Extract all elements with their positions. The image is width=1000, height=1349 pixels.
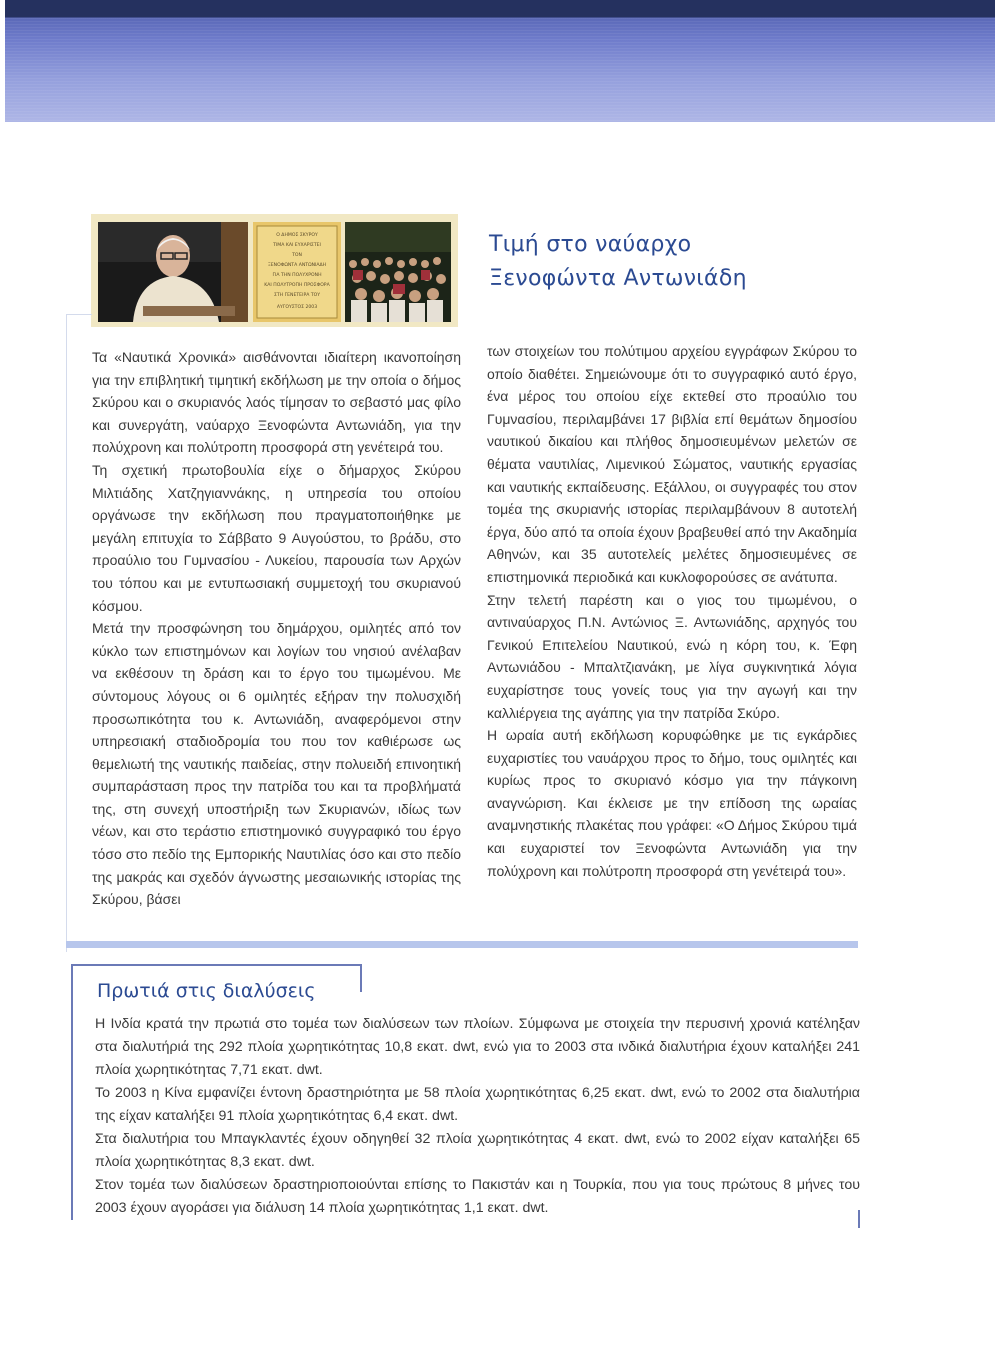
article-paragraph: Τη σχετική πρωτοβουλία είχε ο δήμαρχος Σκύρου Μιλτιάδης Χατζηγιαννάκης, η υπηρεσία του οποίου οργάνωσε την εκδήλωση που πραγματοποιήθηκε με μεγάλη επιτυχία το Σάββατο 9 Αυγούστου, το βράδυ, στο προαύλιο του Γυμνασίου - Λυκείου, παρουσία των Αρχών του τόπου και με εντυπωσιακή συμμετοχή του σκυριανού κόσμου. [92,461,461,614]
plaque-line: ΞΕΝΟΦΩΝΤΑ ΑΝΤΩΝΙΑΔΗ [267,263,327,268]
article-title-line2: Ξενοφώντα Αντωνιάδη [489,266,747,291]
article-right-column [487,340,857,882]
column-rule-top [66,314,92,315]
column-rule-left [66,314,67,952]
box-paragraph: Στα διαλυτήρια του Μπαγκλαντές έχουν οδηγηθεί 32 πλοία χωρητικότητας 4 εκατ. dwt, ενώ το 2002 είχαν καταλήξει 65 πλοία χωρητικότητας 8,3 εκατ. dwt. [95,1131,860,1170]
plaque-line: ΑΥΓΟΥΣΤΟΣ 2003 [276,305,318,310]
plaque-line: ΓΙΑ ΤΗΝ ΠΟΛΥΧΡΟΝΗ [272,273,322,278]
article-paragraph: Μετά την προσφώνηση του δημάρχου, ομιλητές από τον κύκλο των επιστημόνων και λογίων του νησιού ανέλαβαν να εκθέσουν τη δράση και το έργο του τιμωμένου. Με σύντομους λόγους οι 6 ομιλητές εξήραν την πολυσχιδή προσωπικότητα του κ. Αντωνιάδη, αναφερόμενοι στην υπηρεσιακή σταδιοδρομία του που τον καθιέρωσε ως θεμελιωτή της ναυτικής παιδείας, στην πολυειδή επινοητική συμπαράσταση προς την πατρίδα του και τα προβλήματά της, στη συνεχή υποστήριξη των Σκυριανών, ιδίως των νέων, και στο τεράστιο επιστημονικό συγγραφικό του έργο τόσο στο πεδίο της Εμπορικής Ναυτιλίας όσο και στο πεδίο της μακράς και σχεδόν άγνωστης μεσαιωνικής ιστορίας της Σκύρου, βάσει [92,620,461,908]
plaque-line: ΤΟΝ [292,253,302,258]
box-border-left [71,964,73,1220]
event-photo [91,214,458,327]
box-body [95,1013,860,1220]
box-border-top [71,964,362,966]
article-paragraph: Τα «Ναυτικά Χρονικά» αισθάνονται ιδιαίτερη ικανοποίηση για την επιβλητική τιμητική εκδήλωση με την οποία ο δήμος Σκύρου και ο σκυριανός λαός τίμησαν το σεβαστό μας φίλο και συνεργάτη, ναύαρχο Ξενοφώντα Αντωνιάδη, για την πολύχρονη και πολύτροπη προσφορά στη γενέτειρά του. [92,349,461,456]
article-paragraph: Η ωραία αυτή εκδήλωση κορυφώθηκε με τις εγκάρδιες ευχαριστίες του ναυάρχου προς το δήμο, τους ομιλητές και κυρίως προς το σκυριανό κόσμο για την πάγκοινη αναγνώριση. Και έκλεισε με την επίδοση της ωραίας αναμνηστικής πλακέτας που γράφει: «Ο Δήμος Σκύρου τιμά και ευχαριστεί τον Ξενοφώντα Αντωνιάδη για την πολύχρονη και πολύτροπη προσφορά στη γενέτειρά του». [487,727,857,879]
box-border-top-right [360,964,362,992]
article-title-line1: Τιμή στο ναύαρχο [489,232,692,257]
article-title [489,228,747,296]
box-title: Πρωτιά στις διαλύσεις [97,980,316,1002]
plaque-line: ΤΙΜΑ ΚΑΙ ΕΥΧΑΡΙΣΤΕΙ [273,243,321,248]
section-divider [66,941,858,948]
box-paragraph: Το 2003 η Κίνα εμφανίζει έντονη δραστηριότητα με 58 πλοία χωρητικότητας 6,25 εκατ. dwt, ενώ το 2002 στα διαλυτήρια της είχαν καταλήξει 91 πλοία χωρητικότητας 6,4 εκατ. dwt. [95,1085,860,1124]
event-photo-image [91,214,458,327]
plaque-line: Ο ΔΗΜΟΣ ΣΚΥΡΟΥ [276,233,318,238]
article-paragraph: Στην τελετή παρέστη και ο γιος του τιμωμένου, ο αντιναύαρχος Π.Ν. Αντώνιος Ξ. Αντωνιάδης, αρχηγός του Γενικού Επιτελείου Ναυτικού, ενώ η κόρη του, κ. Έφη Αντωνιάδου - Μπαλτζιανάκη, με λίγα συγκινητικά λόγια ευχαρίστησε τους γονείς τους για την αγωγή και την καλλιέργεια της αγάπης για την πατρίδα Σκύρο. [487,591,857,721]
header-band [5,0,995,122]
plaque-line: ΣΤΗ ΓΕΝΕΤΕΙΡΑ ΤΟΥ [273,293,321,298]
plaque-line: ΚΑΙ ΠΟΛΥΤΡΟΠΗ ΠΡΟΣΦΟΡΑ [264,283,330,288]
box-paragraph: Στον τομέα των διαλύσεων δραστηριοποιούνται επίσης το Πακιστάν και η Τουρκία, που για τους πρώτους 8 μήνες του 2003 έχουν αγοράσει για διάλυση 14 πλοία χωρητικότητας 1,1 εκατ. dwt. [95,1177,860,1216]
article-paragraph: των στοιχείων του πολύτιμου αρχείου εγγράφων Σκύρου το οποίο διαθέτει. Σημειώνουμε ότι το συγγραφικό αυτό έργο, ένα μέρος του οποίου είχε εκτεθεί στο προαύλιο του Γυμνασίου, περιλαμβάνει 17 βιβλία επί θεμάτων δημοσίου ναυτικού δικαίου και πλήθος δημοσιευμένων μελετών σε θέματα ναυτιλίας, Λιμενικού Σώματος, ναυτικής εργασίας και ναυτικής εκπαίδευσης. Εξάλλου, οι συγγραφές του στον τομέα της σκυριανής ιστορίας περιλαμβάνουν 8 αυτοτελή έργα, δύο από τα οποία έχουν βραβευθεί από την Ακαδημία Αθηνών, και 35 αυτοτελείς μελέτες δημοσιευμένες σε επιστημονικά περιοδικά και κυκλοφορούσες σε ανάτυπα. [487,343,857,585]
article-left-column [92,346,461,911]
box-paragraph: Η Ινδία κρατά την πρωτιά στο τομέα των διαλύσεων των πλοίων. Σύμφωνα με στοιχεία την περυσινή χρονιά κατέληξαν στα διαλυτήριά της 292 πλοία χωρητικότητας 10,8 εκατ. dwt, ενώ για το 2003 στα ινδικά διαλυτήρια έχουν καταλήξει 241 πλοία χωρητικότητας 7,71 εκατ. dwt. [95,1016,860,1078]
